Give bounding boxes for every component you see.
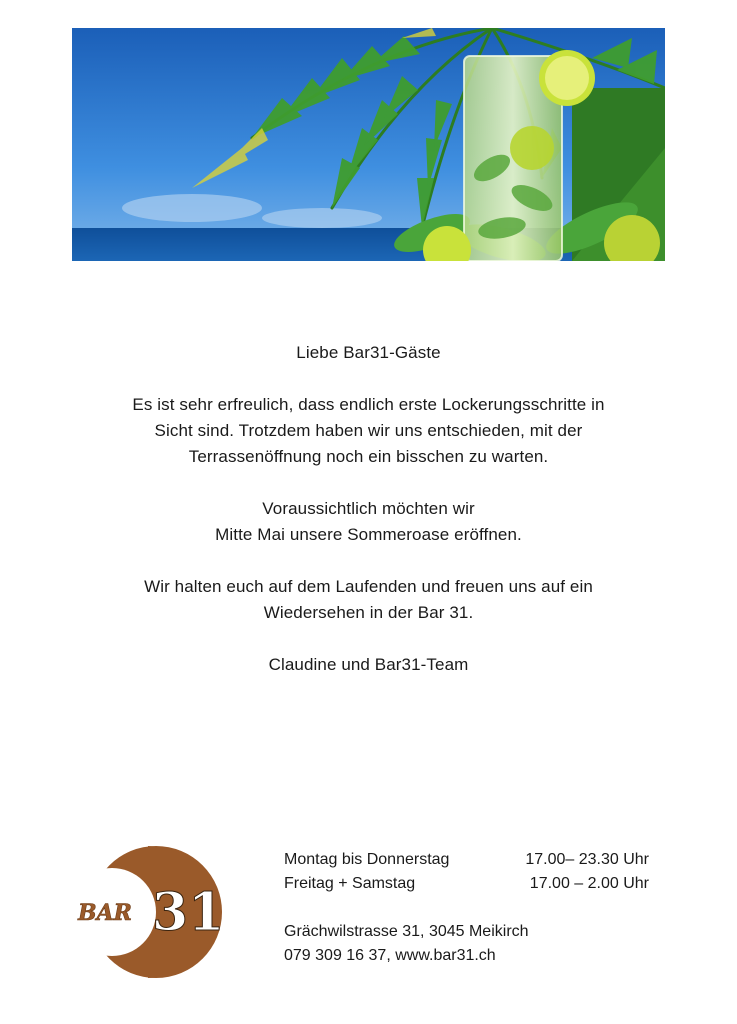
paragraph-line: Sicht sind. Trotzdem haben wir uns entschieden, mit der	[154, 421, 583, 440]
bar31-logo	[74, 842, 224, 982]
hours-time: 17.00– 23.30 Uhr	[525, 851, 649, 868]
hours-time: 17.00 – 2.00 Uhr	[529, 875, 649, 892]
greeting: Liebe Bar31-Gäste	[296, 343, 441, 362]
footer-info	[284, 848, 664, 968]
paragraph-updates	[60, 574, 677, 626]
paragraph-opening	[60, 496, 677, 548]
paragraph-line: Terrassenöffnung noch ein bisschen zu warten.	[188, 447, 549, 466]
paragraph-lockerung	[60, 392, 677, 470]
phone-website: 079 309 16 37, www.bar31.ch	[284, 947, 496, 964]
paragraph-line: Es ist sehr erfreulich, dass endlich erste Lockerungsschritte in	[132, 395, 605, 414]
header-photo	[72, 28, 665, 261]
contact-block	[284, 920, 664, 968]
address: Grächwilstrasse 31, 3045 Meikirch	[284, 923, 529, 940]
hours-row-weekend	[284, 872, 664, 896]
logo-number: 31	[152, 882, 224, 943]
hours-row-weekday	[284, 848, 664, 872]
mojito-palm-photo-icon	[72, 28, 665, 261]
signature: Claudine und Bar31-Team	[268, 655, 469, 674]
hours-days: Freitag + Samstag	[284, 875, 416, 892]
hours-days: Montag bis Donnerstag	[284, 851, 450, 868]
paragraph-line: Wir halten euch auf dem Laufenden und freuen uns auf ein	[144, 577, 593, 596]
letter-body	[60, 340, 677, 678]
paragraph-line: Voraussichtlich möchten wir	[262, 499, 475, 518]
paragraph-line: Mitte Mai unsere Sommeroase eröffnen.	[215, 525, 522, 544]
paragraph-line: Wiedersehen in der Bar 31.	[263, 603, 474, 622]
logo-bar-text: BAR	[78, 900, 132, 926]
